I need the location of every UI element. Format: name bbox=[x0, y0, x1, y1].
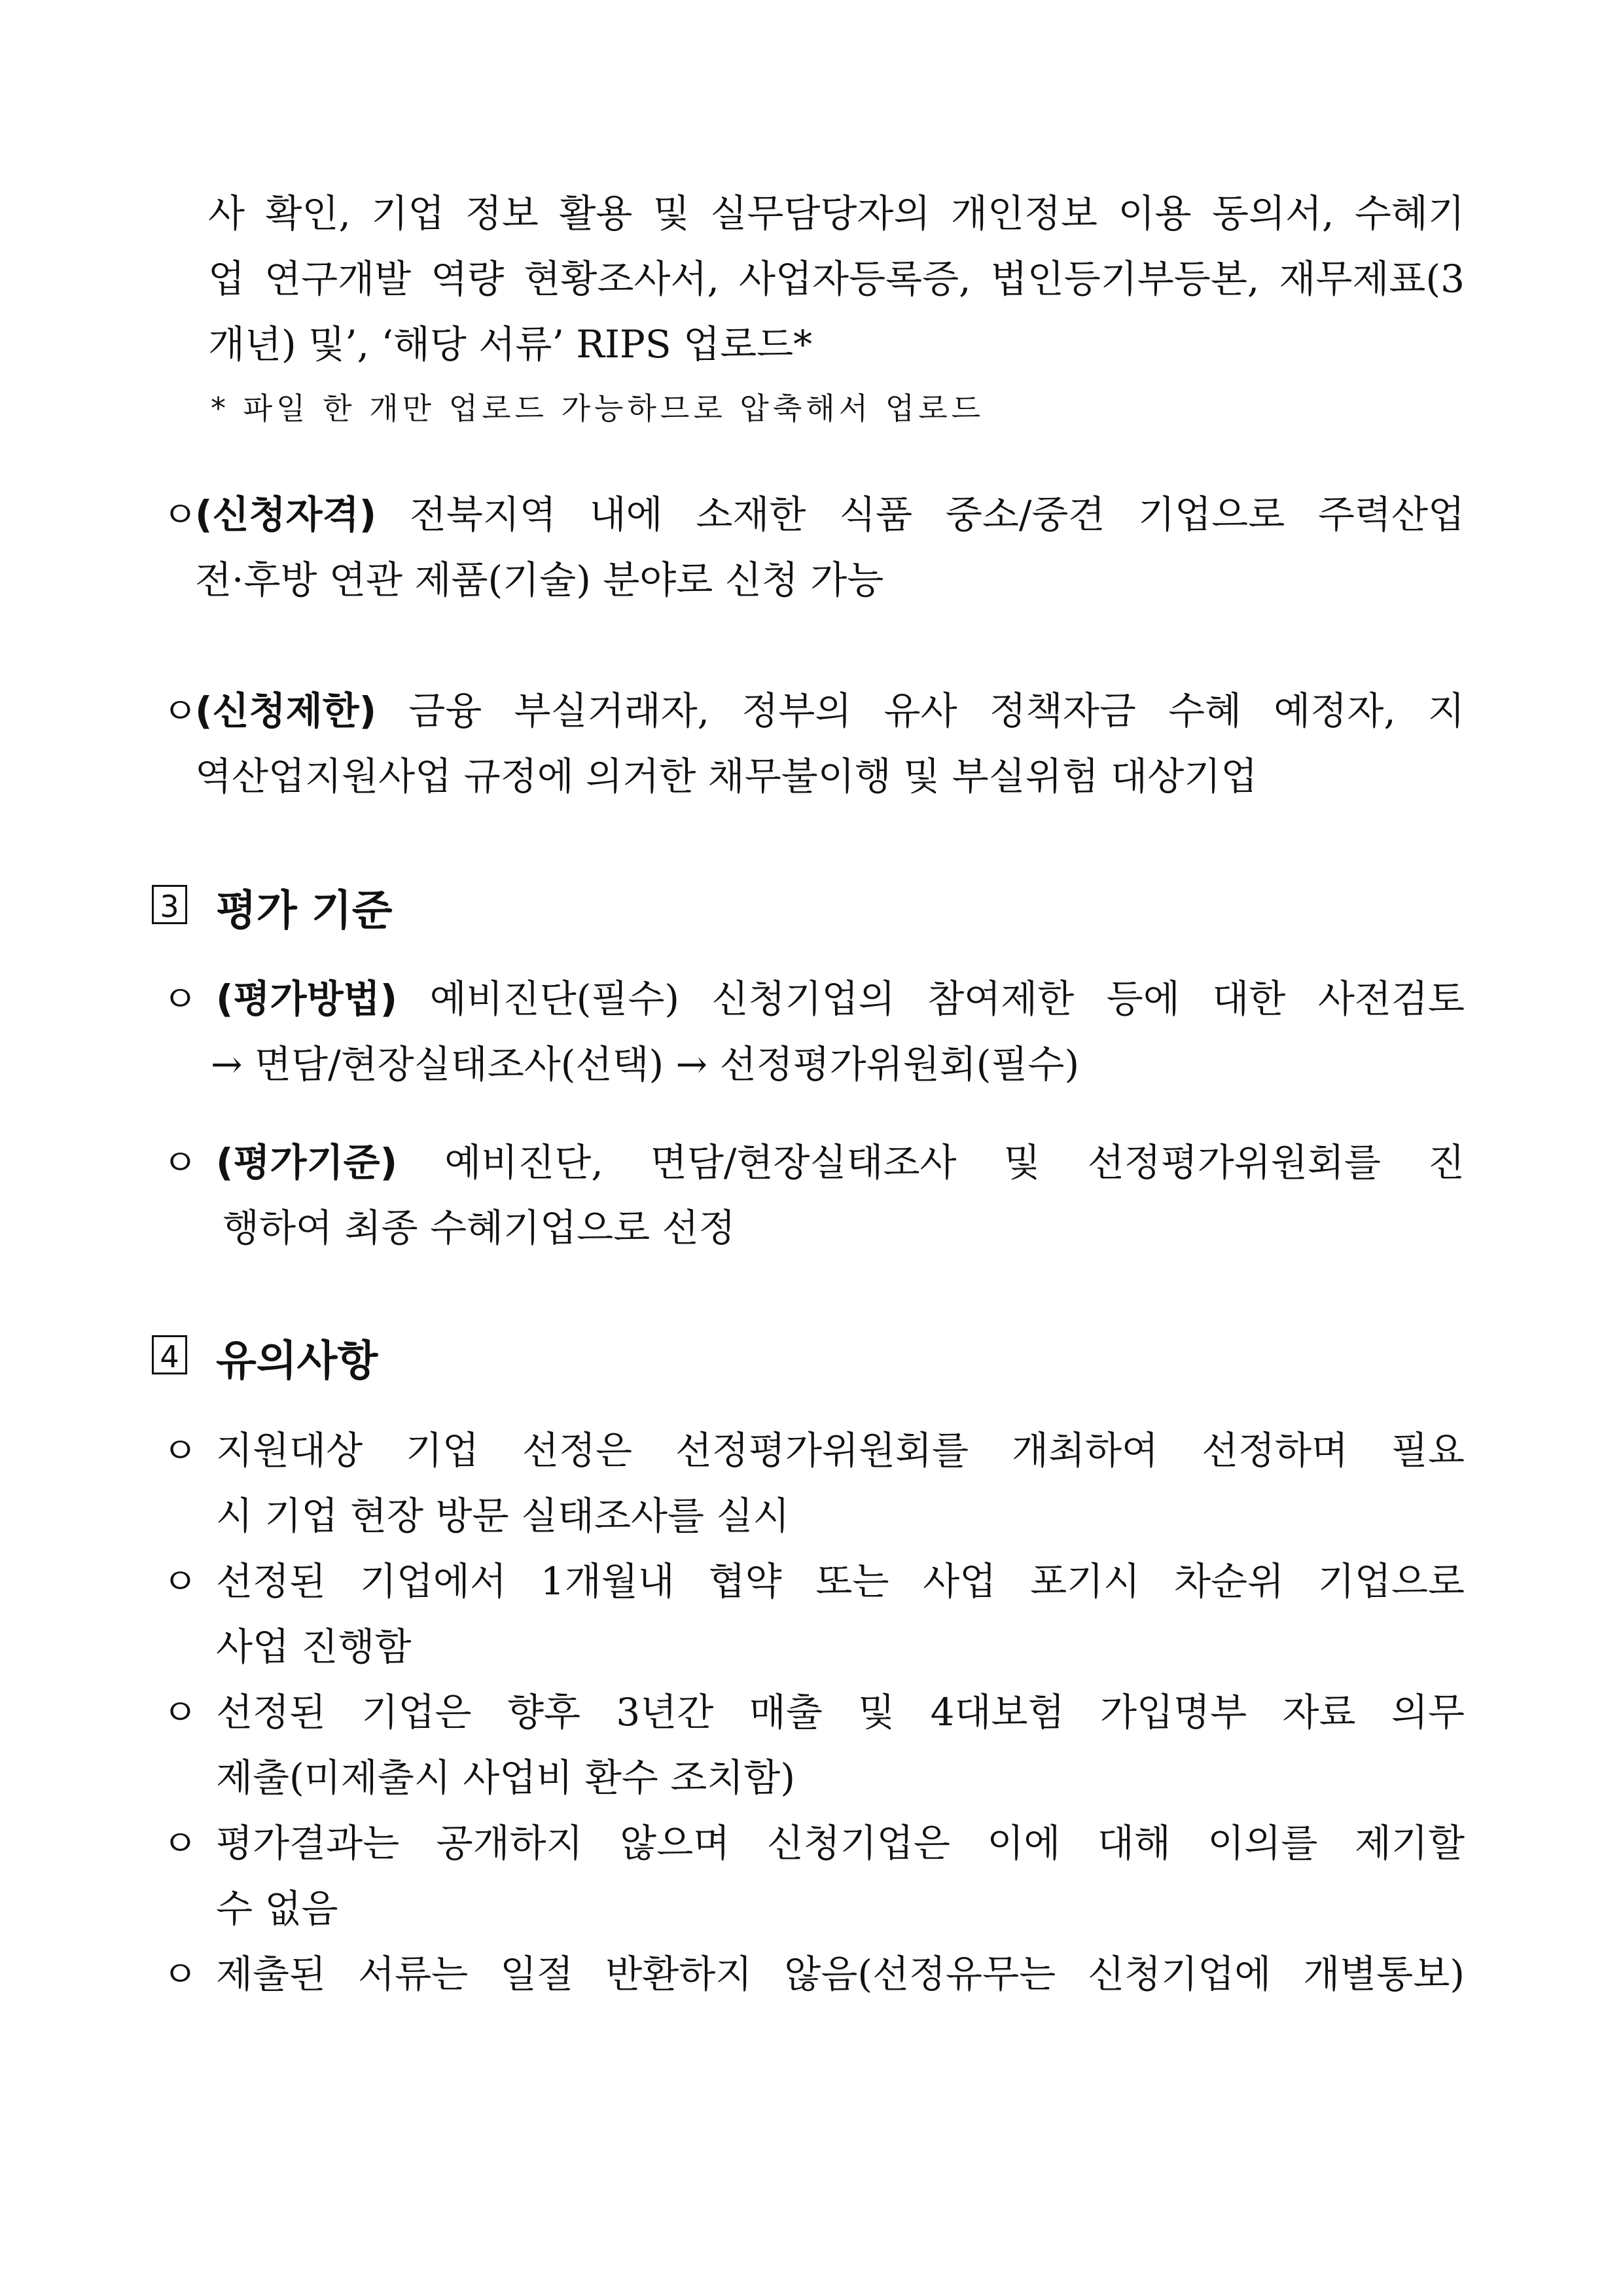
qualification-text: 전북지역 내에 소재한 식품 중소/중견 기업으로 주력산업 bbox=[409, 492, 1465, 537]
restriction-line-1 bbox=[195, 689, 1465, 734]
eval-criteria-line-1 bbox=[216, 1140, 1465, 1186]
eval-method-label: (평가방법) bbox=[216, 977, 398, 1021]
intro-line-2: 업 연구개발 역량 현황조사서, 사업자등록증, 법인등기부등본, 재무제표(3 bbox=[208, 257, 1465, 301]
bullet-icon: ㅇ bbox=[162, 978, 198, 1021]
notice-2-line-2: 사업 진행함 bbox=[216, 1624, 412, 1669]
notice-2-line-1: 선정된 기업에서 1개월내 협약 또는 사업 포기시 차순위 기업으로 bbox=[216, 1559, 1465, 1604]
bullet-icon: ㅇ bbox=[162, 691, 198, 733]
bullet-icon: ㅇ bbox=[162, 1692, 198, 1734]
qualification-label: (신청자격) bbox=[195, 492, 377, 537]
eval-method-line-2: → 면담/현장실태조사(선택) → 선정평가위원회(필수) bbox=[211, 1042, 1080, 1086]
notice-3-line-2: 제출(미제출시 사업비 환수 조치함) bbox=[216, 1755, 795, 1800]
notice-4-line-1: 평가결과는 공개하지 않으며 신청기업은 이에 대해 이의를 제기할 bbox=[216, 1821, 1465, 1865]
bullet-icon: ㅇ bbox=[162, 1142, 198, 1185]
intro-line-3: 개년) 및’, ‘해당 서류’ RIPS 업로드* bbox=[208, 322, 813, 367]
notice-1-line-1: 지원대상 기업 선정은 선정평가위원회를 개최하여 선정하며 필요 bbox=[216, 1428, 1465, 1473]
notice-1-line-2: 시 기업 현장 방문 실태조사를 실시 bbox=[216, 1494, 790, 1538]
intro-line-1: 사 확인, 기업 정보 활용 및 실무담당자의 개인정보 이용 동의서, 수혜기 bbox=[208, 191, 1465, 236]
section-4-number: 4 bbox=[152, 1335, 187, 1374]
notice-3-line-1: 선정된 기업은 향후 3년간 매출 및 4대보험 가입명부 자료 의무 bbox=[216, 1690, 1465, 1734]
bullet-icon: ㅇ bbox=[162, 1954, 198, 1996]
notice-4-line-2: 수 없음 bbox=[216, 1886, 338, 1931]
restriction-line-2: 역산업지원사업 규정에 의거한 채무불이행 및 부실위험 대상기업 bbox=[195, 754, 1258, 798]
upload-note: * 파일 한 개만 업로드 가능하므로 압축해서 업로드 bbox=[211, 391, 985, 426]
bullet-icon: ㅇ bbox=[162, 1430, 198, 1473]
bullet-icon: ㅇ bbox=[162, 1823, 198, 1865]
restriction-label: (신청제한) bbox=[195, 689, 377, 733]
eval-criteria-text: 예비진단, 면담/현장실태조사 및 선정평가위원회를 진 bbox=[444, 1140, 1465, 1185]
section-3-title: 평가 기준 bbox=[216, 887, 393, 935]
bullet-icon: ㅇ bbox=[162, 1561, 198, 1604]
restriction-text: 금융 부실거래자, 정부의 유사 정책자금 수혜 예정자, 지 bbox=[408, 689, 1465, 733]
eval-method-text: 예비진단(필수) 신청기업의 참여제한 등에 대한 사전검토 bbox=[429, 977, 1465, 1021]
bullet-icon: ㅇ bbox=[162, 494, 198, 537]
eval-method-line-1 bbox=[216, 977, 1465, 1022]
section-4-title: 유의사항 bbox=[216, 1337, 378, 1386]
qualification-line-1 bbox=[195, 492, 1465, 538]
eval-criteria-label: (평가기준) bbox=[216, 1140, 398, 1185]
section-3-number: 3 bbox=[152, 885, 187, 924]
eval-criteria-line-2: 행하여 최종 수혜기업으로 선정 bbox=[223, 1206, 736, 1250]
qualification-line-2: 전·후방 연관 제품(기술) 분야로 신청 가능 bbox=[195, 558, 884, 602]
notice-5-line-1: 제출된 서류는 일절 반환하지 않음(선정유무는 신청기업에 개별통보) bbox=[216, 1952, 1465, 1996]
